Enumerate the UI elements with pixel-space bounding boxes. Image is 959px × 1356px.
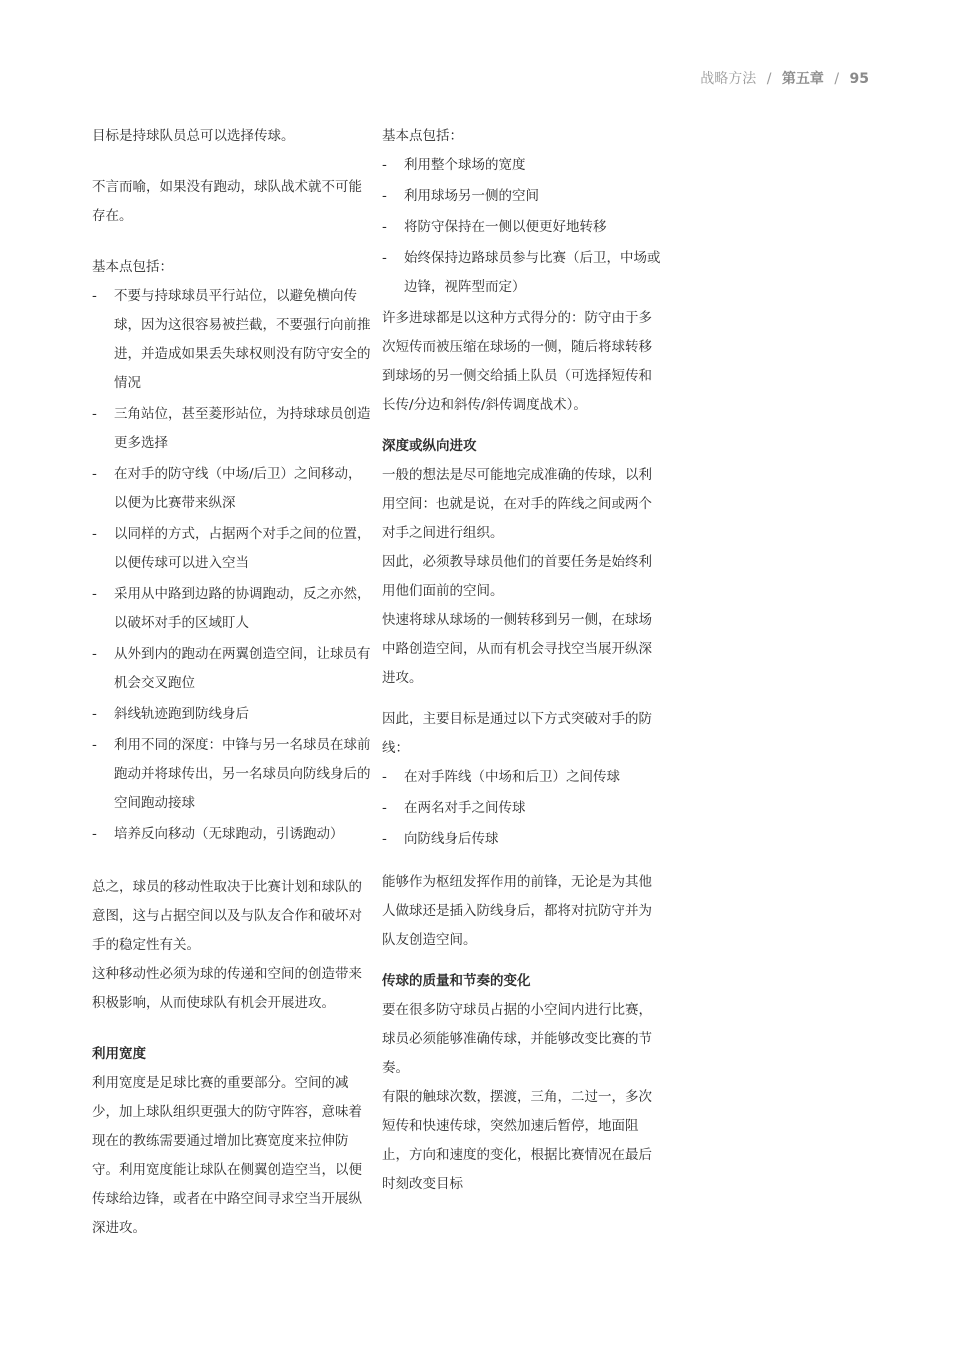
list-item: - 始终保持边路球员参与比赛（后卫，中场或边锋，视阵型而定） (382, 244, 662, 302)
bullet-dash: - (382, 157, 387, 173)
list-item: - 利用球场另一侧的空间 (382, 182, 662, 211)
paragraph: 因此，主要目标是通过以下方式突破对手的防线： (382, 711, 652, 756)
list-item: - 采用从中路到边路的协调跑动，反之亦然，以破坏对手的区域盯人 (92, 580, 375, 638)
paragraph: 有限的触球次数，摆渡，三角，二过一，多次短传和快速传球，突然加速后暂停，地面阻止，方向和速度的变化，根据比赛情况在最后时刻改变目标 (382, 1089, 652, 1192)
bullet-dash: - (92, 706, 97, 722)
list-intro: 基本点包括： (382, 128, 463, 144)
bullet-list (92, 282, 375, 849)
list-item: - 在两名对手之间传球 (382, 794, 662, 823)
section-title: 战略方法 (700, 71, 757, 87)
bullet-dash: - (92, 466, 97, 482)
list-item: - 从外到内的跑动在两翼创造空间，让球员有机会交叉跑位 (92, 640, 375, 698)
section-heading: 深度或纵向进攻 (382, 438, 477, 454)
bullet-dash: - (382, 219, 387, 235)
list-item: - 斜线轨迹跑到防线身后 (92, 700, 375, 729)
bullet-dash: - (382, 800, 387, 816)
bullet-list (382, 151, 662, 302)
paragraph: 总之，球员的移动性取决于比赛计划和球队的意图，这与占据空间以及与队友合作和破坏对手的稳定性有关。 (92, 879, 362, 953)
list-item: - 将防守保持在一侧以便更好地转移 (382, 213, 662, 242)
bullet-list (382, 763, 662, 854)
list-item: - 利用不同的深度：中锋与另一名球员在球前跑动并将球传出，另一名球员向防线身后的空间跑动接球 (92, 731, 375, 818)
list-item: - 向防线身后传球 (382, 825, 662, 854)
paragraph: 要在很多防守球员占据的小空间内进行比赛，球员必须能够准确传球，并能够改变比赛的节奏。 (382, 1002, 652, 1076)
bullet-dash: - (382, 188, 387, 204)
paragraph: 一般的想法是尽可能地完成准确的传球，以利用空间：也就是说，在对手的阵线之间或两个对手之间进行组织。 (382, 467, 652, 541)
list-item: - 以同样的方式，占据两个对手之间的位置，以便传球可以进入空当 (92, 520, 375, 578)
paragraph: 许多进球都是以这种方式得分的：防守由于多次短传而被压缩在球场的一侧，随后将球转移到球场的另一侧交给插上队员（可选择短传和长传/分边和斜传/斜传调度战术）。 (382, 310, 652, 413)
header-separator: / (766, 71, 772, 87)
bullet-dash: - (92, 646, 97, 662)
paragraph: 利用宽度是足球比赛的重要部分。空间的减少，加上球队组织更强大的防守阵容，意味着现在的教练需要通过增加比赛宽度来拉伸防守。利用宽度能让球队在侧翼创造空当，以便传球给边锋，或者在中路空间寻求空当开展纵深进攻。 (92, 1075, 362, 1236)
right-column (382, 122, 662, 1199)
paragraph: 能够作为枢纽发挥作用的前锋，无论是为其他人做球还是插入防线身后，都将对抗防守并为队友创造空间。 (382, 874, 652, 948)
section-heading: 传球的质量和节奏的变化 (382, 973, 531, 989)
bullet-dash: - (382, 769, 387, 785)
list-intro: 基本点包括： (92, 259, 173, 275)
header-separator-2: / (834, 71, 840, 87)
list-item: - 利用整个球场的宽度 (382, 151, 662, 180)
paragraph: 目标是持球队员总可以选择传球。 (92, 128, 295, 144)
bullet-dash: - (92, 586, 97, 602)
list-item: - 在对手的防守线（中场/后卫）之间移动，以便为比赛带来纵深 (92, 460, 375, 518)
bullet-dash: - (92, 288, 97, 304)
bullet-dash: - (92, 826, 97, 842)
page-number: 95 (849, 71, 869, 87)
left-column (92, 122, 375, 1243)
bullet-dash: - (92, 406, 97, 422)
section-heading: 利用宽度 (92, 1046, 146, 1062)
running-header (700, 68, 869, 88)
bullet-dash: - (382, 831, 387, 847)
paragraph: 因此，必须教导球员他们的首要任务是始终利用他们面前的空间。 (382, 554, 652, 599)
chapter-label: 第五章 (781, 71, 824, 87)
list-item: - 不要与持球球员平行站位，以避免横向传球，因为这很容易被拦截，不要强行向前推进，并造成如果丢失球权则没有防守安全的情况 (92, 282, 375, 398)
paragraph: 快速将球从球场的一侧转移到另一侧，在球场中路创造空间，从而有机会寻找空当展开纵深进攻。 (382, 612, 652, 686)
bullet-dash: - (92, 737, 97, 753)
list-item: - 三角站位，甚至菱形站位，为持球球员创造更多选择 (92, 400, 375, 458)
list-item: - 在对手阵线（中场和后卫）之间传球 (382, 763, 662, 792)
bullet-dash: - (92, 526, 97, 542)
bullet-dash: - (382, 250, 387, 266)
paragraph: 这种移动性必须为球的传递和空间的创造带来积极影响，从而使球队有机会开展进攻。 (92, 966, 362, 1011)
list-item: - 培养反向移动（无球跑动，引诱跑动） (92, 820, 375, 849)
paragraph: 不言而喻，如果没有跑动，球队战术就不可能存在。 (92, 179, 362, 224)
